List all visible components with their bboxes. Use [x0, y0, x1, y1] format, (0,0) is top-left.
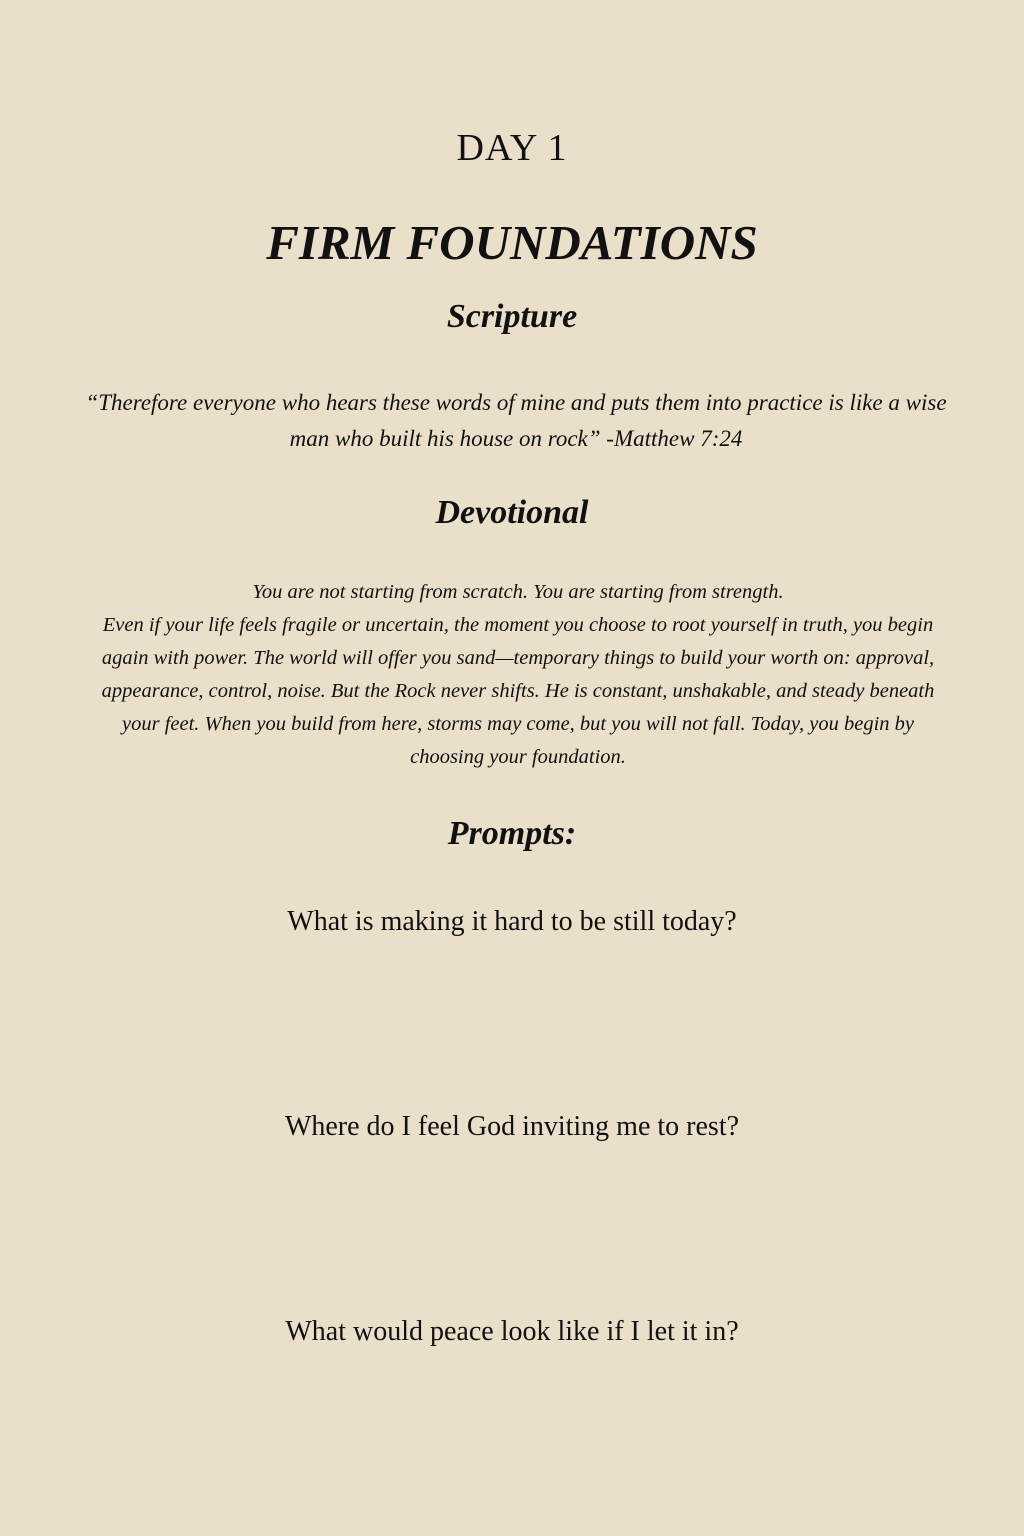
prompt-2: Where do I feel God inviting me to rest?: [284, 1111, 740, 1142]
page-title: FIRM FOUNDATIONS: [266, 215, 758, 270]
prompts-heading: Prompts:: [447, 815, 577, 852]
devotional-text: [84, 576, 952, 774]
day-label: DAY 1: [456, 127, 568, 169]
scripture-heading: Scripture: [446, 298, 578, 335]
devotional-body: Even if your life feels fragile or uncertain, the moment you choose to root yourself in truth, you begin again with power. The world will offer you sand—temporary things to build your worth on: approval, appearance, control, noise. But the Rock never shifts. He is constant, unshakable, and steady beneath your feet. When you build from here, storms may come, but you will not fall. Today, you begin by choosing your foundation.: [101, 614, 935, 768]
devotional-lead: You are not starting from scratch. You are starting from strength.: [252, 581, 784, 603]
prompt-1: What is making it hard to be still today?: [287, 906, 737, 937]
scripture-quote: “Therefore everyone who hears these words of mine and puts them into practice is like a wise man who built his house on rock” -Matthew 7:24: [85, 390, 947, 451]
prompt-3: What would peace look like if I let it in?: [285, 1316, 739, 1347]
devotional-heading: Devotional: [435, 494, 589, 531]
